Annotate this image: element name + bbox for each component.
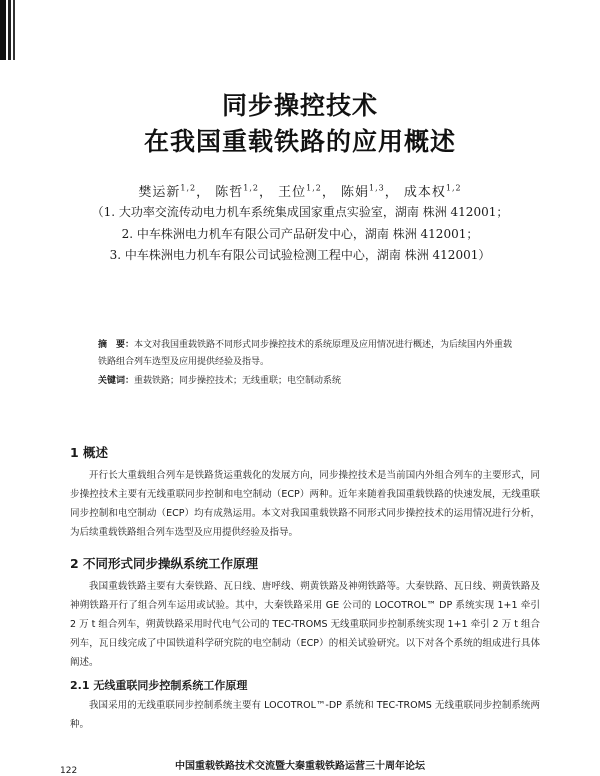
keywords [98, 373, 518, 390]
abstract [98, 337, 518, 371]
author-affiliation-mark: 1,2 [306, 183, 322, 193]
section-2-heading: 2 不同形式同步操纵系统工作原理 [70, 556, 259, 571]
paragraph: 我国采用的无线重联同步控制系统主要有 LOCOTROL™-DP 系统和 TEC-TROMS 无线重联同步控制系统两种。 [70, 700, 540, 730]
author-name: 陈娟 [341, 185, 370, 200]
author-name: 成本权 [403, 185, 446, 200]
section-2-1-body [70, 696, 540, 734]
affiliation-line: （1. 大功率交流传动电力机车系统集成国家重点实验室，湖南 株洲 412001； [91, 205, 509, 219]
section-1-body [70, 466, 540, 542]
conference-footer: 中国重载铁路技术交流暨大秦重载铁路运营三十周年论坛 [175, 761, 425, 772]
paragraph: 我国重载铁路主要有大秦铁路、瓦日线、唐呼线、朔黄铁路及神朔铁路等。大秦铁路、瓦日线、朔黄铁路及神朔铁路开行了组合列车运用或试验。其中，大秦铁路采用 GE 公司的 LOCOTROL™ DP 系统实现 1+1 牵引 2 万 t 组合列车，朔黄铁路采用时代电气公司的 TEC-TROMS 无线重联同步控制系统实现 1+1 牵引 2 万 t 组合列车，瓦日线完成了中国铁道科学研究院的电空制动（ECP）的相关试验研究。以下对各个系统的组成进行具体阐述。 [70, 581, 540, 668]
section-2-body [70, 577, 540, 672]
abstract-label: 摘 要： [98, 340, 135, 350]
section-2-1-heading: 2.1 无线重联同步控制系统工作原理 [70, 679, 248, 692]
scan-edge-artifact [0, 0, 20, 60]
page-number: 122 [60, 766, 78, 776]
author-affiliation-mark: 1,2 [445, 183, 462, 193]
author-list: 樊运新$^{1,2}$， 陈哲$^{1,2}$， 王位$^{1,2}$， 陈娟$^{1,3}$， 成本权$^{1,2}$ [138, 183, 462, 200]
author-affiliation-mark: 1,3 [369, 183, 385, 193]
paragraph: 开行长大重载组合列车是铁路货运重载化的发展方向，同步操控技术是当前国内外组合列车的主要形式，同步操控技术主要有无线重联同步控制和电空制动（ECP）两种。近年来随着我国重载铁路的快速发展，无线重联同步控制和电空制动（ECP）均有成熟运用。本文对我国重载铁路不同形式同步操控技术的运用情况进行分析，为后续重载铁路组合列车选型及应用提供经验及指导。 [70, 470, 540, 538]
section-1-heading: 1 概述 [70, 445, 109, 460]
author-affiliation-mark: 1,2 [243, 183, 259, 193]
affiliation-line: 3. 中车株洲电力机车有限公司试验检测工程中心，湖南 株洲 412001） [109, 248, 491, 262]
author-affiliation-mark: 1,2 [180, 183, 197, 193]
abstract-text: 本文对我国重载铁路不同形式同步操控技术的系统原理及应用情况进行概述，为后续国内外重载铁路组合列车选型及应用提供经验及指导。 [98, 340, 513, 367]
author-name: 王位 [278, 185, 307, 200]
keywords-text: 重载铁路；同步操控技术；无线重联；电空制动系统 [134, 376, 342, 386]
paper-title-line-2: 在我国重载铁路的应用概述 [143, 127, 456, 156]
author-name: 陈哲 [215, 185, 244, 200]
keywords-label: 关键词： [98, 376, 135, 386]
paper-title-line-1: 同步操控技术 [221, 91, 378, 120]
affiliation-line: 2. 中车株洲电力机车有限公司产品研发中心，湖南 株洲 412001； [121, 227, 479, 241]
author-name: 樊运新 [138, 185, 181, 200]
